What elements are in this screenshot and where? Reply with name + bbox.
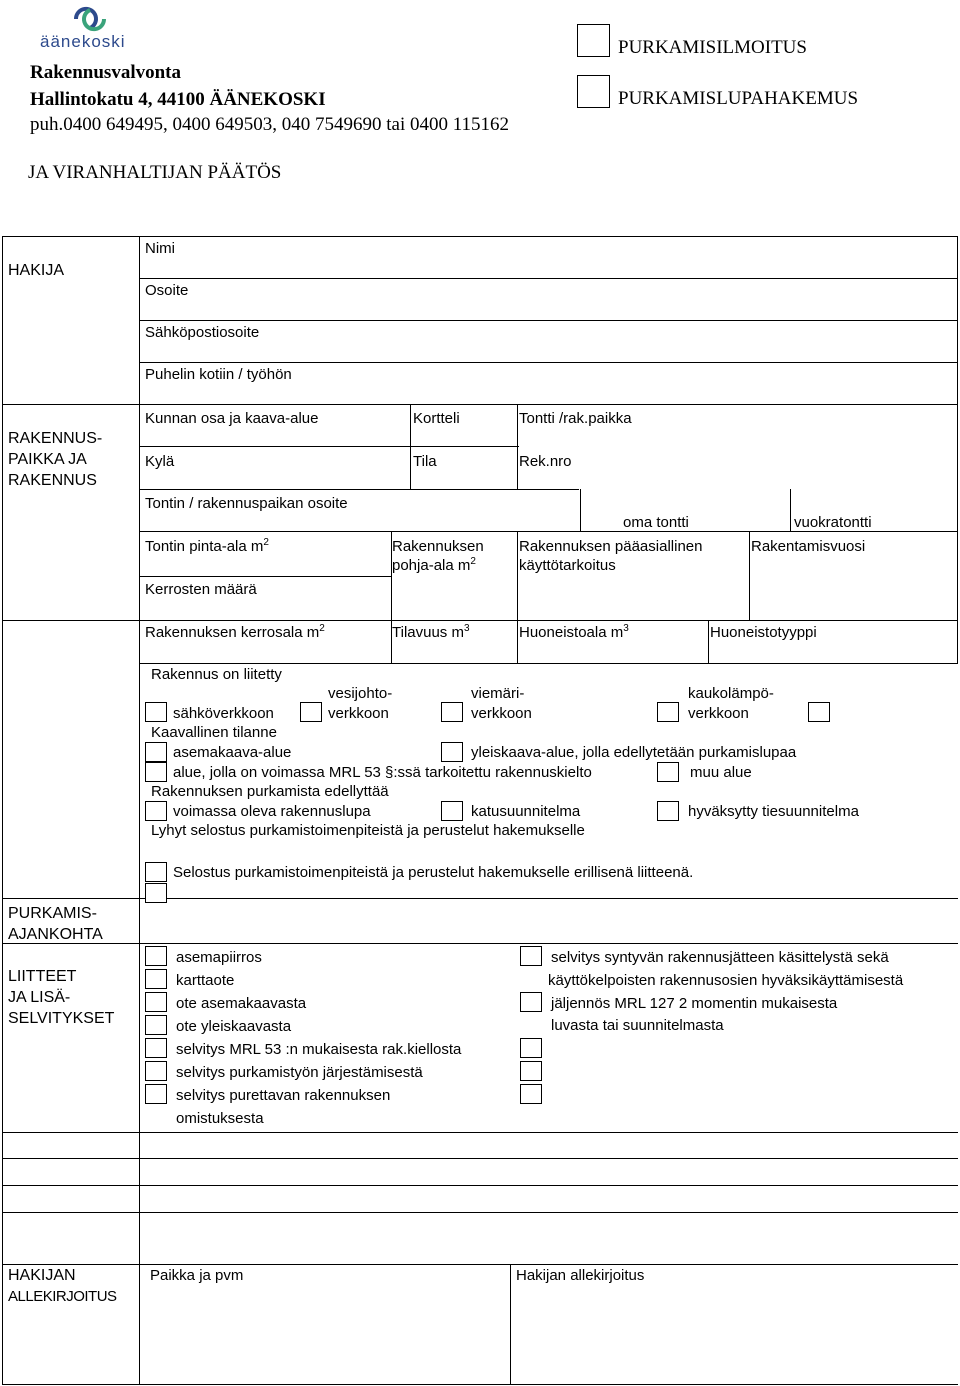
applicant-address-label: Osoite (145, 282, 189, 299)
office-address: Hallintokatu 4, 44100 ÄÄNEKOSKI (30, 89, 326, 110)
attachment-right-3: jäljennös MRL 127 2 momentin mukaisesta (551, 995, 838, 1012)
applicant-email-label: Sähköpostiosoite (145, 324, 260, 341)
aanekoski-logo-icon (70, 4, 110, 34)
signature-label: Hakijan allekirjoitus (516, 1267, 645, 1284)
attachment-right-checkbox-4[interactable] (520, 1061, 542, 1081)
electric-label: sähköverkkoon (173, 705, 274, 722)
applicant-phone-label: Puhelin kotiin / työhön (145, 366, 292, 383)
attachment-left-5: selvitys MRL 53 :n mukaisesta rak.kiellosta (176, 1041, 462, 1058)
electric-checkbox[interactable] (145, 702, 167, 722)
own-plot-label: oma tontti (623, 514, 689, 531)
notice-label: PURKAMISILMOITUS (618, 37, 807, 58)
floors-label: Kerrosten määrä (145, 581, 257, 598)
attachment-checkbox-4[interactable] (145, 1015, 167, 1035)
attachment-right-2: käyttökelpoisten rakennusosien hyväksikäyttämisestä (548, 972, 904, 989)
attachment-right-checkbox-2[interactable] (520, 992, 542, 1012)
floor-area-label: Rakennuksen kerrosala $m^2$ (145, 623, 325, 641)
place-date-label: Paikka ja pvm (150, 1267, 244, 1284)
demolition-title: Rakennuksen purkamista edellyttää (151, 783, 389, 800)
plot-address-label: Tontin / rakennuspaikan osoite (145, 495, 348, 512)
plot-area-label: Tontin pinta-ala $m^2$ (145, 537, 269, 555)
section-applicant: HAKIJA (8, 262, 65, 279)
village-label: Kylä (145, 453, 175, 470)
sewer-checkbox[interactable] (441, 702, 463, 722)
attachment-left-2: karttaote (176, 972, 235, 989)
section-site-3: RAKENNUS (8, 472, 97, 489)
connections-title: Rakennus on liitetty (151, 666, 282, 683)
section-site-1: RAKENNUS- (8, 430, 103, 447)
separate-attachment-checkbox[interactable] (145, 862, 167, 882)
sewer-label-1: viemäri- (471, 685, 525, 702)
block-label: Kortteli (413, 410, 460, 427)
attachment-right-checkbox-3[interactable] (520, 1038, 542, 1058)
application-checkbox[interactable] (577, 75, 610, 108)
municipal-area-label: Kunnan osa ja kaava-alue (145, 410, 319, 427)
estate-label: Tila (413, 453, 437, 470)
attachment-checkbox-1[interactable] (145, 946, 167, 966)
water-label-1: vesijohto- (328, 685, 393, 702)
local-plan-label: asemakaava-alue (173, 744, 292, 761)
section-signature-2: ALLEKIRJOITUS (8, 1288, 117, 1305)
sewer-label-2: verkkoon (471, 705, 532, 722)
heating-label-2: verkkoon (688, 705, 749, 722)
master-plan-label: yleiskaava-alue, jolla edellytetään purkamislupaa (471, 744, 797, 761)
form-subtitle: JA VIRANHALTIJAN PÄÄTÖS (28, 162, 282, 183)
main-use-label-2: käyttötarkoitus (519, 557, 616, 574)
apartment-type-label: Huoneistotyyppi (710, 624, 817, 641)
local-plan-checkbox[interactable] (145, 742, 167, 762)
notice-checkbox[interactable] (577, 24, 610, 57)
attachment-right-1: selvitys syntyvän rakennusjätteen käsittelystä sekä (551, 949, 889, 966)
attachment-left-8: omistuksesta (176, 1110, 264, 1127)
permit-label: voimassa oleva rakennuslupa (173, 803, 371, 820)
separate-attachment-label: Selostus purkamistoimenpiteistä ja perustelut hakemukselle erillisenä liitteenä. (173, 864, 694, 881)
main-use-label-1: Rakennuksen pääasiallinen (519, 538, 703, 555)
permit-checkbox[interactable] (145, 801, 167, 821)
extra-checkbox[interactable] (808, 702, 830, 722)
application-label: PURKAMISLUPAHAKEMUS (618, 88, 859, 109)
attachment-left-6: selvitys purkamistyön järjestämisestä (176, 1064, 423, 1081)
separate-attachment-checkbox-2[interactable] (145, 883, 167, 903)
attachment-checkbox-3[interactable] (145, 992, 167, 1012)
plot-label: Tontti /rak.paikka (519, 410, 632, 427)
district-heating-checkbox[interactable] (657, 702, 679, 722)
road-plan-checkbox[interactable] (657, 801, 679, 821)
section-attachments-1: LIITTEET (8, 968, 77, 985)
office-phone: puh.0400 649495, 0400 649503, 040 7549690 tai 0400 115162 (30, 114, 510, 135)
ban-area-checkbox[interactable] (145, 762, 167, 782)
attachment-left-7: selvitys purettavan rakennuksen (176, 1087, 391, 1104)
ban-area-label: alue, jolla on voimassa MRL 53 §:ssä tarkoitettu rakennuskielto (173, 764, 592, 781)
attachment-right-checkbox-5[interactable] (520, 1084, 542, 1104)
master-plan-checkbox[interactable] (441, 742, 463, 762)
other-area-checkbox[interactable] (657, 762, 679, 782)
attachment-left-1: asemapiirros (176, 949, 262, 966)
apartment-area-label: Huoneistoala $m^3$ (519, 623, 629, 641)
build-year-label: Rakentamisvuosi (751, 538, 866, 555)
volume-label: Tilavuus $m^3$ (392, 623, 470, 641)
planning-title: Kaavallinen tilanne (151, 724, 277, 741)
water-label-2: verkkoon (328, 705, 389, 722)
section-site-2: PAIKKA JA (8, 451, 87, 468)
street-plan-checkbox[interactable] (441, 801, 463, 821)
street-plan-label: katusuunnitelma (471, 803, 581, 820)
attachment-left-3: ote asemakaavasta (176, 995, 307, 1012)
other-area-label: muu alue (690, 764, 752, 781)
road-plan-label: hyväksytty tiesuunnitelma (688, 803, 859, 820)
water-checkbox[interactable] (300, 702, 322, 722)
section-attachments-3: SELVITYKSET (8, 1010, 115, 1027)
attachment-left-4: ote yleiskaavasta (176, 1018, 292, 1035)
heating-label-1: kaukolämpö- (688, 685, 774, 702)
section-timing-1: PURKAMIS- (8, 905, 97, 922)
attachment-right-4: luvasta tai suunnitelmasta (551, 1017, 724, 1034)
attachment-checkbox-7[interactable] (145, 1084, 167, 1104)
building-base-label-1: Rakennuksen (392, 538, 484, 555)
attachment-right-checkbox-1[interactable] (520, 946, 542, 966)
logo-text: äänekoski (40, 32, 126, 51)
building-base-label-2: pohja-ala $m^2$ (392, 556, 476, 574)
applicant-name-label: Nimi (145, 240, 175, 257)
attachment-checkbox-5[interactable] (145, 1038, 167, 1058)
office-name: Rakennusvalvonta (30, 62, 181, 83)
section-timing-2: AJANKOHTA (8, 926, 103, 943)
attachment-checkbox-2[interactable] (145, 969, 167, 989)
section-attachments-2: JA LISÄ- (8, 989, 71, 1006)
attachment-checkbox-6[interactable] (145, 1061, 167, 1081)
reg-no-label: Rek.nro (519, 453, 572, 470)
lease-plot-label: vuokratontti (794, 514, 872, 531)
description-label: Lyhyt selostus purkamistoimenpiteistä ja perustelut hakemukselle (151, 822, 585, 839)
section-signature-1: HAKIJAN (8, 1267, 76, 1284)
